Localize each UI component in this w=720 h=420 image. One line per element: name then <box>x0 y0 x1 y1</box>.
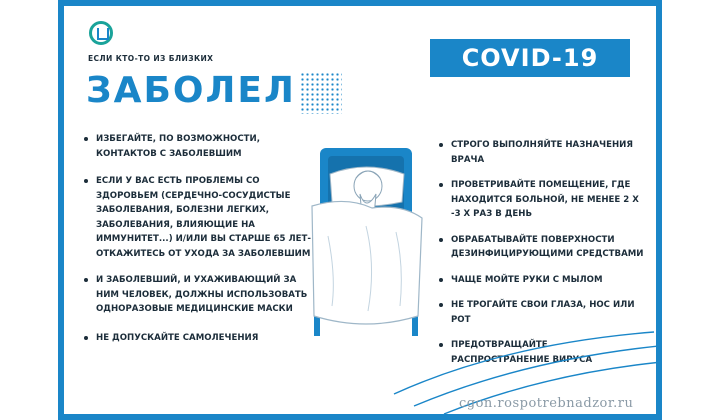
list-item: ЧАЩЕ МОЙТЕ РУКИ С МЫЛОМ <box>439 273 644 288</box>
list-item: ПРОВЕТРИВАЙТЕ ПОМЕЩЕНИЕ, ГДЕ НАХОДИТСЯ БОЛЬНОЙ, НЕ МЕНЕЕ 2 Х -3 Х РАЗ В ДЕНЬ <box>439 178 644 222</box>
rospotrebnadzor-logo-icon <box>89 21 113 45</box>
list-item: НЕ ТРОГАЙТЕ СВОИ ГЛАЗА, НОС ИЛИ РОТ <box>439 298 644 327</box>
dot-pattern-decoration <box>300 72 342 114</box>
subtitle: ЕСЛИ КТО-ТО ИЗ БЛИЗКИХ <box>88 54 214 63</box>
source-watermark: cgon.rospotrebnadzor.ru <box>459 396 634 411</box>
left-advice-list <box>84 132 319 345</box>
list-item: НЕ ДОПУСКАЙТЕ САМОЛЕЧЕНИЯ <box>84 331 319 346</box>
list-item: СТРОГО ВЫПОЛНЯЙТЕ НАЗНАЧЕНИЯ ВРАЧА <box>439 138 644 167</box>
page-title: ЗАБОЛЕЛ <box>86 70 296 111</box>
sick-person-in-bed-illustration <box>306 146 426 341</box>
covid-banner: COVID-19 <box>430 39 630 77</box>
list-item: ОБРАБАТЫВАЙТЕ ПОВЕРХНОСТИ ДЕЗИНФИЦИРУЮЩИМИ СРЕДСТВАМИ <box>439 233 644 262</box>
list-item: ПРЕДОТВРАЩАЙТЕ РАСПРОСТРАНЕНИЕ ВИРУСА <box>439 338 644 367</box>
poster <box>58 0 662 420</box>
list-item: И ЗАБОЛЕВШИЙ, И УХАЖИВАЮЩИЙ ЗА НИМ ЧЕЛОВЕК, ДОЛЖНЫ ИСПОЛЬЗОВАТЬ ОДНОРАЗОВЫЕ МЕДИЦИНСКИЕ МАСКИ <box>84 273 319 317</box>
list-item: ЕСЛИ У ВАС ЕСТЬ ПРОБЛЕМЫ СО ЗДОРОВЬЕМ (СЕРДЕЧНО-СОСУДИСТЫЕ ЗАБОЛЕВАНИЯ, БОЛЕЗНИ ЛЕГКИХ, ЗАБОЛЕВАНИЯ, ВЛИЯЮЩИЕ НА ИММУНИТЕТ...) И/ИЛИ ВЫ СТАРШЕ 65 ЛЕТ-ОТКАЖИТЕСЬ ОТ УХОДА ЗА ЗАБОЛЕВШИМ <box>84 174 319 261</box>
list-item: ИЗБЕГАЙТЕ, ПО ВОЗМОЖНОСТИ, КОНТАКТОВ С ЗАБОЛЕВШИМ <box>84 132 319 161</box>
